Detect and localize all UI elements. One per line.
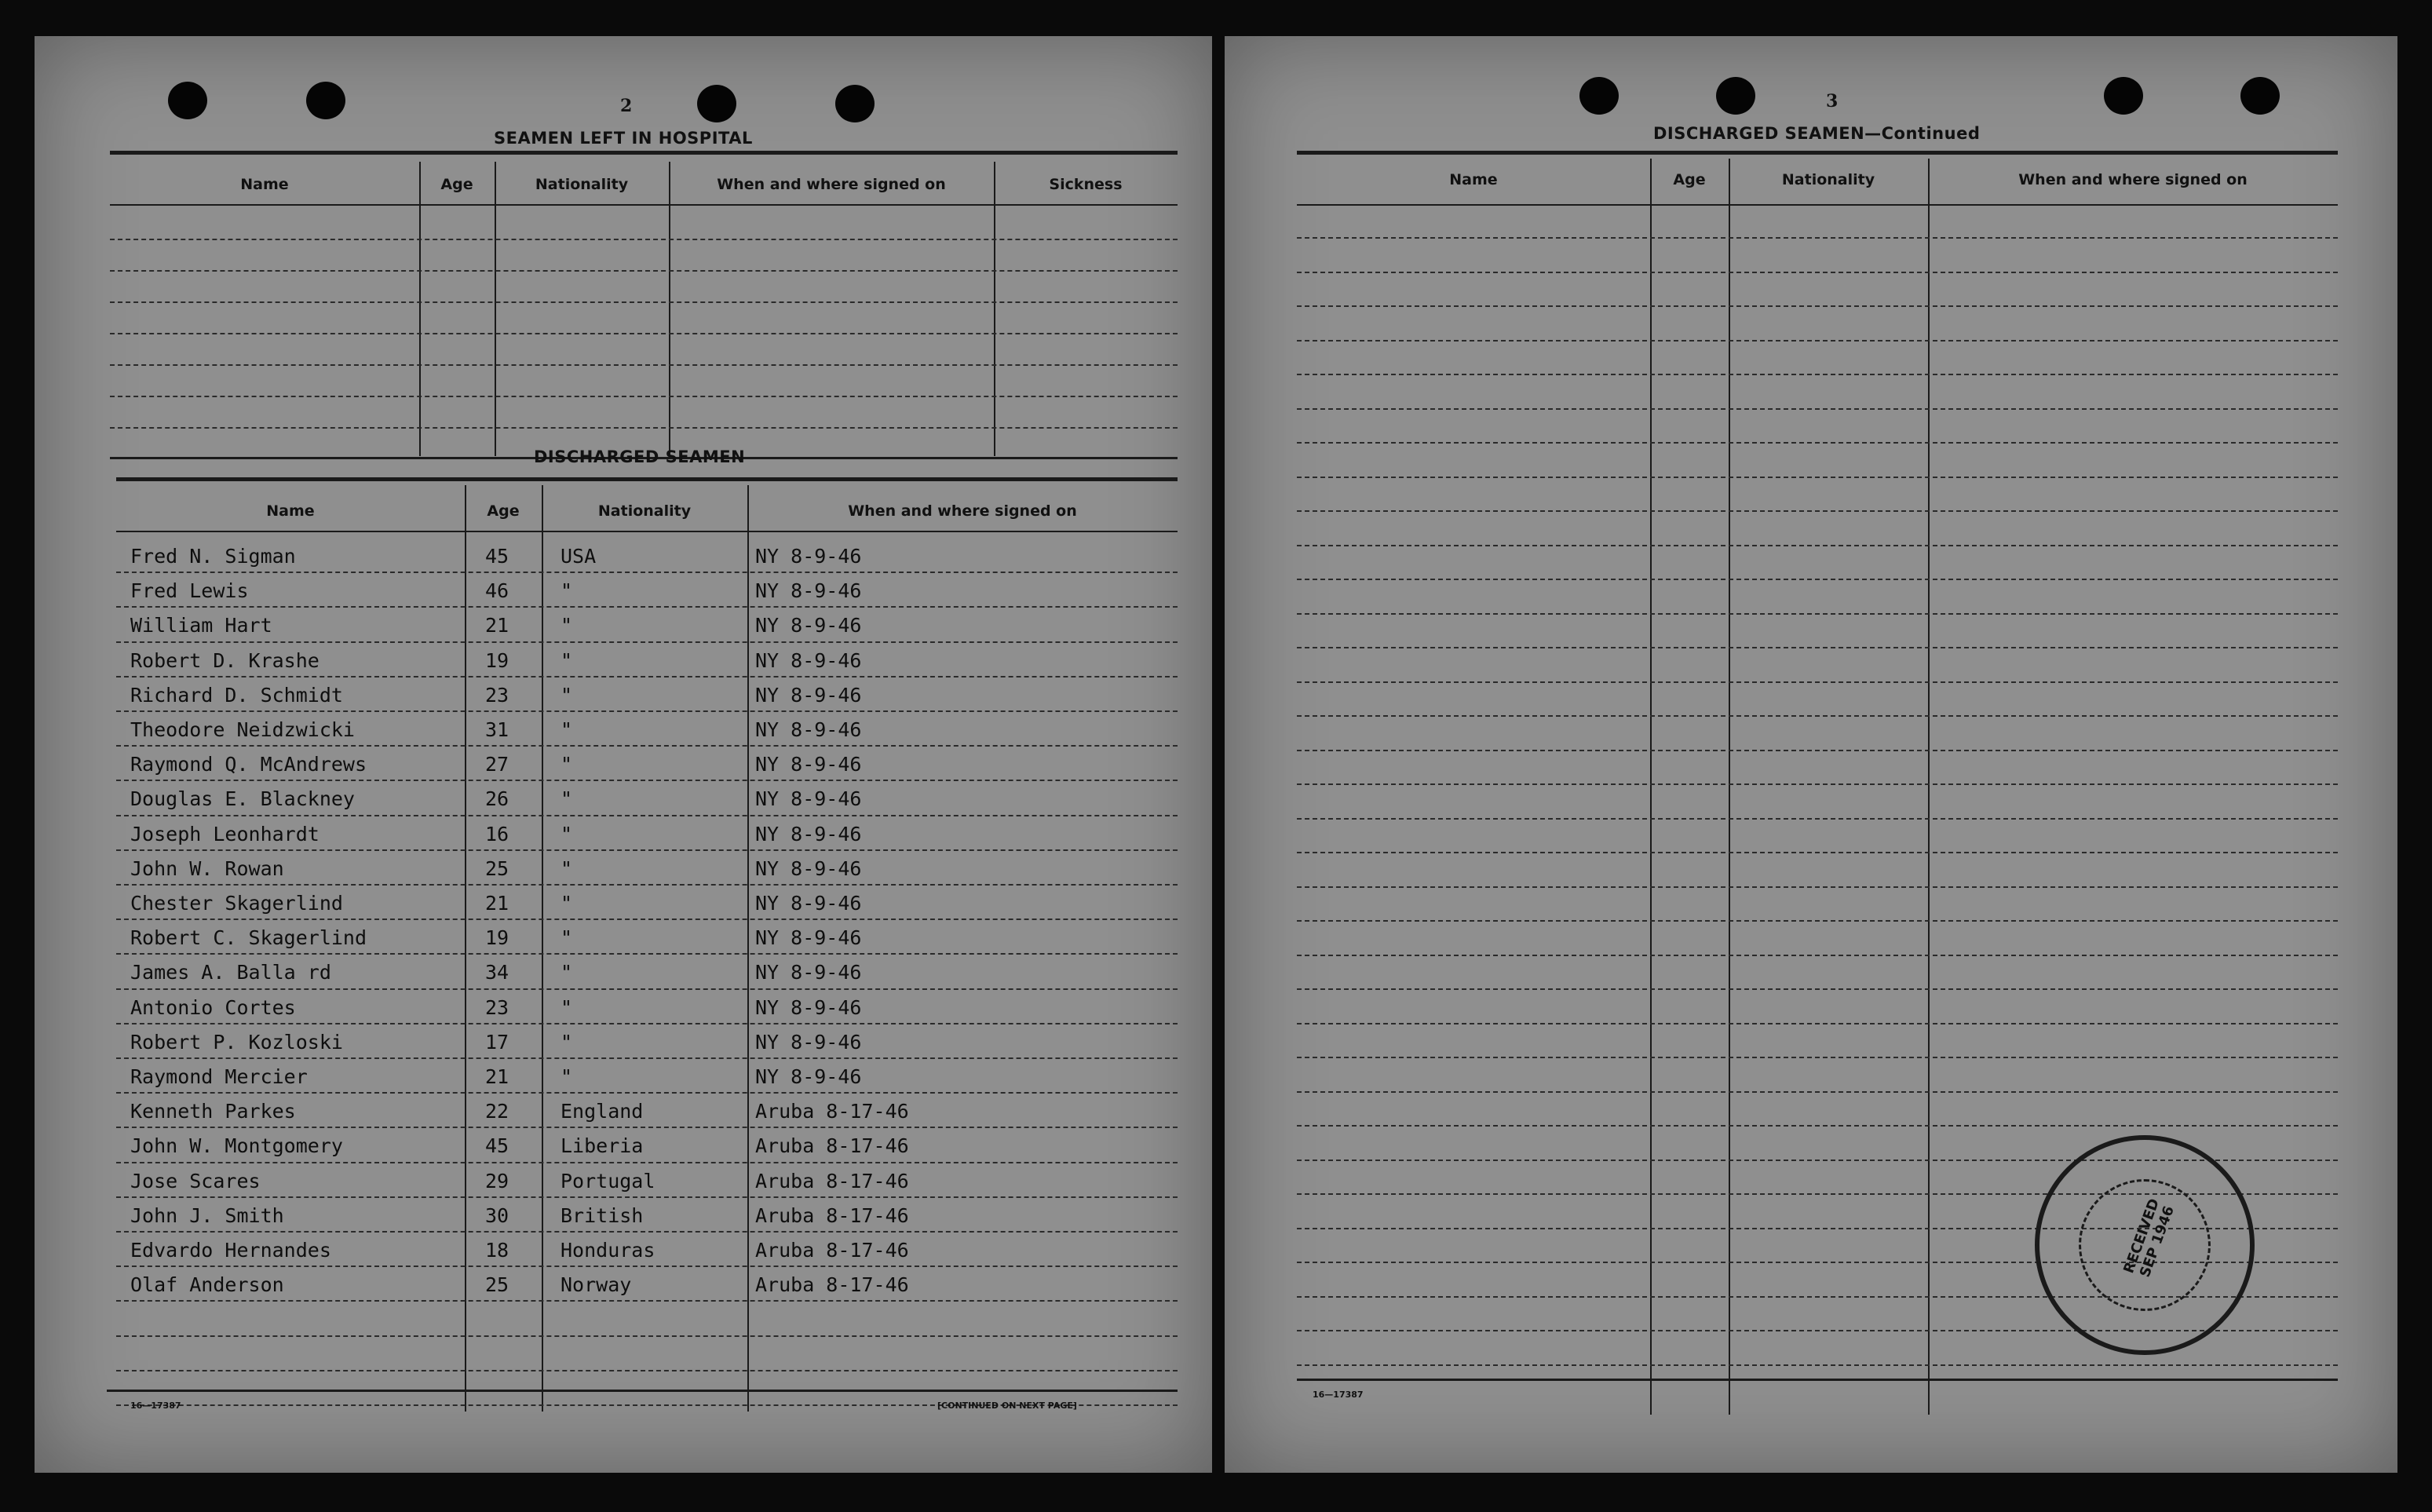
discharged-row-line bbox=[116, 953, 1178, 955]
cell-age: 25 bbox=[485, 1273, 509, 1297]
right-row-line bbox=[1297, 340, 2338, 341]
discharged-row-line bbox=[116, 710, 1178, 712]
discharged-row-line bbox=[116, 1196, 1178, 1198]
right-header-age: Age bbox=[1673, 171, 1706, 188]
cell-nationality: Norway bbox=[561, 1273, 632, 1297]
cell-nationality: Liberia bbox=[561, 1134, 644, 1158]
form-number: 16—17387 bbox=[130, 1401, 181, 1411]
cell-age: 23 bbox=[485, 683, 509, 707]
punch-hole bbox=[697, 85, 736, 122]
cell-signed-on: Aruba 8-17-46 bbox=[755, 1134, 909, 1158]
right-row-line bbox=[1297, 1023, 2338, 1024]
punch-hole bbox=[2240, 77, 2280, 115]
cell-signed-on: NY 8-9-46 bbox=[755, 961, 862, 984]
discharged-row-line bbox=[116, 1092, 1178, 1094]
hospital-col-divider bbox=[669, 162, 670, 456]
cell-age: 31 bbox=[485, 718, 509, 741]
hospital-row-line bbox=[110, 270, 1178, 272]
discharged-col-divider bbox=[465, 485, 466, 1412]
punch-hole bbox=[168, 82, 207, 119]
received-stamp bbox=[2035, 1135, 2255, 1355]
cell-age: 22 bbox=[485, 1100, 509, 1123]
discharged-header-name: Name bbox=[266, 502, 315, 520]
right-row-line bbox=[1297, 920, 2338, 922]
cell-signed-on: NY 8-9-46 bbox=[755, 822, 862, 845]
cell-age: 30 bbox=[485, 1203, 509, 1227]
cell-age: 23 bbox=[485, 995, 509, 1019]
punch-hole bbox=[1579, 77, 1619, 115]
cell-age: 45 bbox=[485, 545, 509, 568]
hospital-col-divider bbox=[495, 162, 496, 456]
cell-signed-on: Aruba 8-17-46 bbox=[755, 1273, 909, 1297]
cell-age: 19 bbox=[485, 926, 509, 950]
cell-name: Jose Scares bbox=[130, 1169, 261, 1192]
cell-age: 17 bbox=[485, 1030, 509, 1054]
cell-signed-on: NY 8-9-46 bbox=[755, 856, 862, 880]
cell-signed-on: NY 8-9-46 bbox=[755, 892, 862, 915]
hospital-row-line bbox=[110, 427, 1178, 429]
right-row-line bbox=[1297, 613, 2338, 615]
cell-nationality: " bbox=[561, 787, 573, 811]
discharged-row-line bbox=[116, 1265, 1178, 1267]
cell-signed-on: NY 8-9-46 bbox=[755, 1065, 862, 1088]
discharged-row-line bbox=[116, 572, 1178, 573]
right-col-divider bbox=[1729, 159, 1730, 1415]
discharged-col-divider bbox=[747, 485, 749, 1412]
cell-signed-on: NY 8-9-46 bbox=[755, 718, 862, 741]
discharged-row-line bbox=[116, 1162, 1178, 1163]
right-row-line bbox=[1297, 579, 2338, 580]
cell-signed-on: NY 8-9-46 bbox=[755, 648, 862, 672]
cell-age: 34 bbox=[485, 961, 509, 984]
right-row-line bbox=[1297, 783, 2338, 785]
cell-signed-on: NY 8-9-46 bbox=[755, 1030, 862, 1054]
hospital-header-nationality: Nationality bbox=[535, 176, 629, 193]
cell-name: James A. Balla rd bbox=[130, 961, 331, 984]
discharged-col-divider bbox=[542, 485, 543, 1412]
cell-name: Antonio Cortes bbox=[130, 995, 296, 1019]
discharged-row-line bbox=[116, 1057, 1178, 1059]
cell-signed-on: NY 8-9-46 bbox=[755, 995, 862, 1019]
hospital-row-line bbox=[110, 301, 1178, 303]
right-row-line bbox=[1297, 852, 2338, 853]
discharged-row-line bbox=[116, 849, 1178, 851]
punch-hole bbox=[2104, 77, 2143, 115]
right-row-line bbox=[1297, 647, 2338, 648]
hospital-header-signed-on: When and where signed on bbox=[717, 176, 946, 193]
right-row-line bbox=[1297, 408, 2338, 410]
left-page bbox=[35, 36, 1212, 1473]
right-row-line bbox=[1297, 442, 2338, 444]
cell-name: Fred Lewis bbox=[130, 579, 249, 603]
right-row-line bbox=[1297, 750, 2338, 751]
cell-signed-on: Aruba 8-17-46 bbox=[755, 1100, 909, 1123]
right-row-line bbox=[1297, 510, 2338, 512]
cell-age: 21 bbox=[485, 614, 509, 637]
cell-nationality: USA bbox=[561, 545, 597, 568]
cell-name: William Hart bbox=[130, 614, 272, 637]
cell-age: 25 bbox=[485, 856, 509, 880]
cell-nationality: Portugal bbox=[561, 1169, 655, 1192]
discharged-top-rule bbox=[116, 477, 1178, 481]
discharged-header-signed-on: When and where signed on bbox=[848, 502, 1077, 520]
right-col-divider bbox=[1650, 159, 1652, 1415]
cell-nationality: " bbox=[561, 648, 573, 672]
right-row-line bbox=[1297, 681, 2338, 683]
right-row-line bbox=[1297, 988, 2338, 990]
discharged-row-line bbox=[116, 641, 1178, 643]
cell-signed-on: NY 8-9-46 bbox=[755, 926, 862, 950]
hospital-header-name: Name bbox=[240, 176, 289, 193]
right-row-line bbox=[1297, 886, 2338, 888]
hospital-row-line bbox=[110, 364, 1178, 366]
cell-age: 19 bbox=[485, 648, 509, 672]
hospital-col-divider bbox=[419, 162, 421, 456]
right-header-name: Name bbox=[1449, 171, 1498, 188]
right-col-divider bbox=[1928, 159, 1930, 1415]
cell-nationality: " bbox=[561, 683, 573, 707]
cell-name: Chester Skagerlind bbox=[130, 892, 343, 915]
discharged-row-line bbox=[116, 919, 1178, 920]
discharged-row-line bbox=[116, 1023, 1178, 1024]
discharged-row-line bbox=[116, 988, 1178, 990]
cell-age: 29 bbox=[485, 1169, 509, 1192]
punch-hole bbox=[306, 82, 345, 119]
cell-name: Olaf Anderson bbox=[130, 1273, 284, 1297]
cell-signed-on: Aruba 8-17-46 bbox=[755, 1239, 909, 1262]
cell-nationality: " bbox=[561, 1030, 573, 1054]
cell-nationality: England bbox=[561, 1100, 644, 1123]
discharged-row-line bbox=[116, 780, 1178, 781]
discharged-row-line bbox=[116, 606, 1178, 608]
cell-nationality: " bbox=[561, 926, 573, 950]
cell-nationality: " bbox=[561, 961, 573, 984]
right-row-line bbox=[1297, 272, 2338, 273]
hospital-col-divider bbox=[994, 162, 995, 456]
cell-signed-on: Aruba 8-17-46 bbox=[755, 1203, 909, 1227]
right-row-line bbox=[1297, 818, 2338, 820]
right-row-line bbox=[1297, 545, 2338, 546]
page-number: 2 bbox=[620, 96, 633, 116]
cell-nationality: Honduras bbox=[561, 1239, 655, 1262]
hospital-section-title: SEAMEN LEFT IN HOSPITAL bbox=[494, 129, 753, 148]
cell-name: Kenneth Parkes bbox=[130, 1100, 296, 1123]
cell-name: Robert D. Krashe bbox=[130, 648, 320, 672]
discharged-row-line bbox=[116, 745, 1178, 747]
punch-hole bbox=[835, 85, 875, 122]
discharged-header-age: Age bbox=[487, 502, 520, 520]
discharged-row-line bbox=[116, 1335, 1178, 1337]
discharged-row-line bbox=[116, 676, 1178, 677]
cell-name: Raymond Q. McAndrews bbox=[130, 753, 367, 776]
right-row-line bbox=[1297, 305, 2338, 307]
cell-age: 18 bbox=[485, 1239, 509, 1262]
hospital-row-line bbox=[110, 239, 1178, 240]
discharged-row-line bbox=[116, 1370, 1178, 1371]
cell-name: Douglas E. Blackney bbox=[130, 787, 355, 811]
cell-signed-on: NY 8-9-46 bbox=[755, 753, 862, 776]
cell-age: 27 bbox=[485, 753, 509, 776]
right-row-line bbox=[1297, 1057, 2338, 1058]
right-top-rule bbox=[1297, 151, 2338, 155]
cell-name: John W. Rowan bbox=[130, 856, 284, 880]
discharged-row-line bbox=[116, 815, 1178, 816]
cell-nationality: British bbox=[561, 1203, 644, 1227]
discharged-section-title: DISCHARGED SEAMEN bbox=[534, 447, 746, 466]
hospital-header-age: Age bbox=[440, 176, 473, 193]
cell-age: 21 bbox=[485, 892, 509, 915]
right-row-line bbox=[1297, 374, 2338, 375]
hospital-top-rule bbox=[110, 151, 1178, 155]
cell-nationality: " bbox=[561, 718, 573, 741]
cell-nationality: " bbox=[561, 1065, 573, 1088]
cell-name: Fred N. Sigman bbox=[130, 545, 296, 568]
discharged-bottom-rule bbox=[107, 1390, 1178, 1392]
cell-nationality: " bbox=[561, 892, 573, 915]
cell-name: Richard D. Schmidt bbox=[130, 683, 343, 707]
right-row-line bbox=[1297, 1125, 2338, 1127]
stamp-text: RECEIVED SEP 1946 bbox=[2120, 1196, 2178, 1280]
hospital-row-line bbox=[110, 396, 1178, 397]
discharged-header-rule bbox=[116, 531, 1178, 532]
cell-name: Raymond Mercier bbox=[130, 1065, 308, 1088]
cell-nationality: " bbox=[561, 579, 573, 603]
hospital-row-line bbox=[110, 333, 1178, 334]
cell-nationality: " bbox=[561, 856, 573, 880]
cell-nationality: " bbox=[561, 614, 573, 637]
cell-name: John J. Smith bbox=[130, 1203, 284, 1227]
hospital-header-rule bbox=[110, 204, 1178, 206]
cell-nationality: " bbox=[561, 753, 573, 776]
cell-signed-on: NY 8-9-46 bbox=[755, 579, 862, 603]
cell-signed-on: NY 8-9-46 bbox=[755, 614, 862, 637]
right-row-line bbox=[1297, 1364, 2338, 1366]
right-header-signed-on: When and where signed on bbox=[2018, 171, 2248, 188]
right-row-line bbox=[1297, 237, 2338, 239]
cell-nationality: " bbox=[561, 822, 573, 845]
discharged-row-line bbox=[116, 884, 1178, 886]
cell-name: Edvardo Hernandes bbox=[130, 1239, 331, 1262]
cell-nationality: " bbox=[561, 995, 573, 1019]
cell-age: 45 bbox=[485, 1134, 509, 1158]
cell-signed-on: NY 8-9-46 bbox=[755, 545, 862, 568]
cell-name: Robert C. Skagerlind bbox=[130, 926, 367, 950]
cell-name: Joseph Leonhardt bbox=[130, 822, 320, 845]
cell-name: Theodore Neidzwicki bbox=[130, 718, 355, 741]
right-page bbox=[1225, 36, 2397, 1473]
right-bottom-rule bbox=[1297, 1379, 2338, 1381]
right-header-nationality: Nationality bbox=[1781, 171, 1875, 188]
right-header-rule bbox=[1297, 204, 2338, 206]
discharged-row-line bbox=[116, 1127, 1178, 1128]
form-number: 16—17387 bbox=[1313, 1390, 1364, 1400]
cell-age: 21 bbox=[485, 1065, 509, 1088]
cell-age: 46 bbox=[485, 579, 509, 603]
right-section-title: DISCHARGED SEAMEN—Continued bbox=[1653, 124, 1981, 143]
cell-signed-on: NY 8-9-46 bbox=[755, 787, 862, 811]
right-row-line bbox=[1297, 477, 2338, 478]
right-row-line bbox=[1297, 715, 2338, 717]
continued-note: [CONTINUED ON NEXT PAGE] bbox=[937, 1401, 1077, 1411]
cell-signed-on: Aruba 8-17-46 bbox=[755, 1169, 909, 1192]
cell-name: John W. Montgomery bbox=[130, 1134, 343, 1158]
right-row-line bbox=[1297, 955, 2338, 956]
discharged-header-nationality: Nationality bbox=[597, 502, 692, 520]
cell-age: 16 bbox=[485, 822, 509, 845]
cell-name: Robert P. Kozloski bbox=[130, 1030, 343, 1054]
discharged-row-line bbox=[116, 1300, 1178, 1302]
right-row-line bbox=[1297, 1091, 2338, 1093]
discharged-row-line bbox=[116, 1231, 1178, 1233]
hospital-header-sickness: Sickness bbox=[1049, 176, 1123, 193]
cell-signed-on: NY 8-9-46 bbox=[755, 683, 862, 707]
cell-age: 26 bbox=[485, 787, 509, 811]
page-number: 3 bbox=[1826, 91, 1839, 111]
punch-hole bbox=[1716, 77, 1755, 115]
